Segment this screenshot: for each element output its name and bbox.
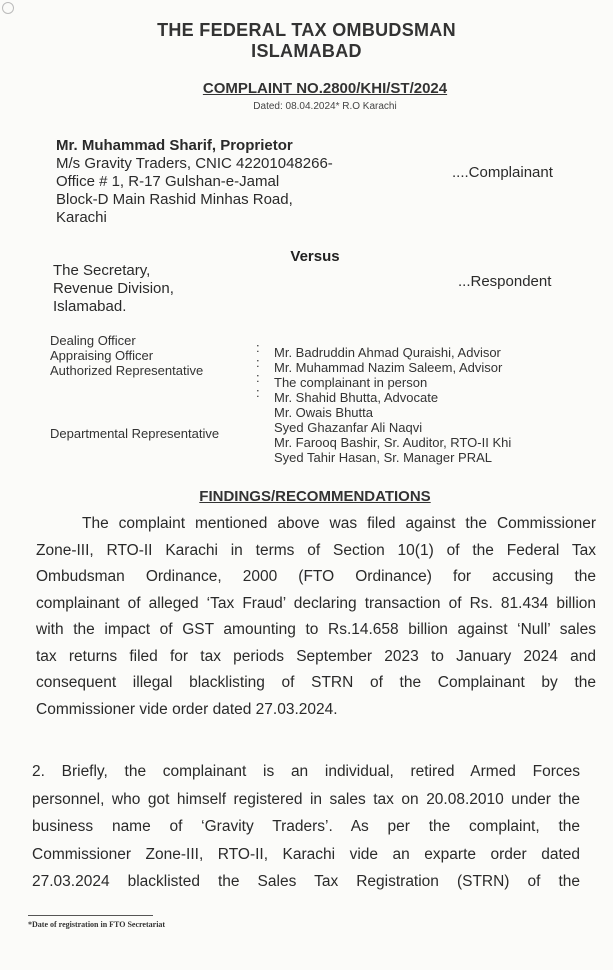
officer-value: The complainant in person [274,375,428,390]
complainant-name: Mr. Muhammad Sharif, Proprietor [56,137,293,154]
officer-value: Mr. Muhammad Nazim Saleem, Advisor [274,360,503,375]
office-title: THE FEDERAL TAX OMBUDSMAN [157,20,456,40]
officer-labels [50,333,219,441]
paragraph-line: complainant of alleged ‘Tax Fraud’ declaring transaction of Rs. 81.434 billion [36,594,596,612]
scan-corner-mark [2,2,14,14]
colon: : [256,355,260,370]
respondent-line: Islamabad. [53,298,127,315]
appraising-officer-label: Appraising Officer [50,348,154,363]
officer-value: Mr. Farooq Bashir, Sr. Auditor, RTO-II Khi [274,435,512,450]
officer-value: Syed Tahir Hasan, Sr. Manager PRAL [274,450,492,465]
paragraph-line: with the impact of GST amounting to Rs.14.658 billion against ‘Null’ sales [36,621,596,638]
paragraph-line: 27.03.2024 blacklisted the Sales Tax Registration (STRN) of the [32,873,580,890]
paragraph-line: Commissioner vide order dated 27.03.2024. [36,700,338,718]
officer-value: Mr. Badruddin Ahmad Quraishi, Advisor [274,345,501,360]
versus-label: Versus [290,248,340,265]
footnote-rule [28,915,153,916]
complaint-date: Dated: 08.04.2024* R.O Karachi [253,101,397,112]
paragraph-line: tax returns filed for tax periods September 2023 to January 2024 and [36,647,596,665]
complainant-block [56,137,333,227]
officer-value: Mr. Shahid Bhutta, Advocate [274,390,439,405]
complaint-number: COMPLAINT NO.2800/KHI/ST/2024 [202,80,448,97]
paragraph-line: Commissioner Zone-III, RTO-II, Karachi vide an exparte order dated [32,845,580,863]
paragraph-2 [32,758,580,896]
dealing-officer-label: Dealing Officer [50,333,136,348]
paragraph-line: Zone-III, RTO-II Karachi in terms of Section 10(1) of the Federal Tax [36,541,596,559]
respondent-line: The Secretary, [53,262,151,279]
officer-value: Mr. Owais Bhutta [274,405,373,420]
officer-values [274,345,511,465]
colon: : [256,370,260,385]
respondent-role: ...Respondent [458,273,552,290]
office-city: ISLAMABAD [251,41,362,61]
complainant-address-line: Office # 1, R-17 Gulshan-e-Jamal [56,173,280,190]
complainant-address-line: Karachi [56,209,107,226]
respondent-block [53,262,174,316]
paragraph-line: 2. Briefly, the complainant is an individual, retired Armed Forces [32,763,580,780]
complainant-role: ....Complainant [452,164,553,181]
findings-title: FINDINGS/RECOMMENDATIONS [199,488,431,505]
departmental-representative-label: Departmental Representative [50,426,220,441]
officer-colons [256,340,260,400]
complainant-address-line: Block-D Main Rashid Minhas Road, [56,191,293,208]
colon: : [256,385,260,400]
authorized-representative-label: Authorized Representative [50,363,204,378]
colon: : [256,340,260,355]
respondent-line: Revenue Division, [53,280,174,297]
complainant-address-line: M/s Gravity Traders, CNIC 42201048266- [56,155,333,172]
footnote: *Date of registration in FTO Secretariat [28,920,166,929]
paragraph-line: personnel, who got himself registered in sales tax on 20.08.2010 under the [32,790,580,808]
paragraph-line: The complaint mentioned above was filed against the Commissioner [82,515,596,532]
paragraph-line: business name of ‘Gravity Traders’. As per the complaint, the [32,818,580,835]
paragraph-1 [36,511,596,723]
paragraph-line: Ombudsman Ordinance, 2000 (FTO Ordinance) for accusing the [36,568,596,585]
officer-value: Syed Ghazanfar Ali Naqvi [274,420,423,435]
paragraph-line: consequent illegal blacklisting of STRN of the Complainant by the [36,674,596,691]
